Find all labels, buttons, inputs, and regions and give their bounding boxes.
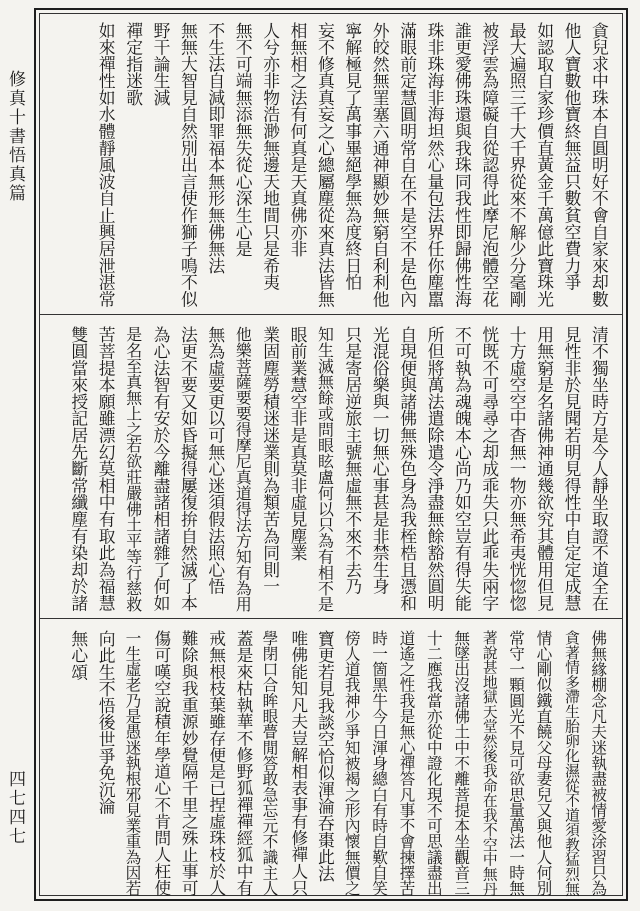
text-column: 無不可端無添無失從心深生心是 xyxy=(233,22,254,258)
page-number: 四七四七 xyxy=(5,770,25,846)
text-column: 雙圓當來授記居先斷常纖塵有染却於諸 xyxy=(68,326,89,612)
text-column: 恍既不可尋尋之却成乖失只此乖失兩字 xyxy=(479,326,500,612)
text-column: 最大遍照三千大千界從來不解少分毫剛 xyxy=(507,22,528,308)
text-column: 眼前業慧空非是真莫非虛見塵業 xyxy=(287,326,308,562)
text-column: 傷可嘆空說積年學道心不肯問人枉使 xyxy=(151,630,171,896)
text-column: 光混俗樂與一切無心事甚是非禁生身 xyxy=(370,326,391,595)
text-column: 野干論生減 xyxy=(150,22,171,106)
text-column: 外皎然無罣塞六通神顯妙無窮自利利他 xyxy=(370,22,391,308)
text-column: 被浮雲為障礙自從認得此摩尼泡體空花 xyxy=(479,22,500,308)
text-column: 如認取自家珍價直黃金千萬億此寶珠光 xyxy=(534,22,555,308)
text-column: 人兮亦非物浩渺無邊天地間只是希夷 xyxy=(260,22,281,291)
text-column: 只是寄居逆旅主號無虛無不來不去乃 xyxy=(342,326,363,595)
text-column: 著說甚地獄天堂然後我命在我不空中無丹 xyxy=(480,630,498,897)
text-column: 他人寶數他寶終無益只數貧空費力爭 xyxy=(561,22,582,291)
book-title: 修真十書悟真篇 xyxy=(5,70,25,203)
text-column: 為心法智有安於今離盡諸相諸雜了何如 xyxy=(150,326,171,612)
text-column: 所但將萬法遣除遣令淨盡無餘豁然圓明 xyxy=(424,326,445,612)
text-column: 不可執為魂魄本心尚乃如空豈有得失能 xyxy=(452,326,473,612)
text-column: 無墜出沒諸佛土中不離菩提本坐觀音三 xyxy=(452,630,472,897)
text-column: 他樂菩薩要要得摩尼真道得法方知有為用 xyxy=(233,326,253,613)
text-column: 妄不修真真妄之心總屬塵從來真法皆無 xyxy=(315,22,336,308)
section-divider xyxy=(40,314,622,315)
inner-frame xyxy=(39,13,623,896)
text-column: 無心頌 xyxy=(68,630,89,681)
text-column: 如來禪性如水體靜風波自止興居泄湛常 xyxy=(96,22,117,308)
text-column: 情心剛似鐵直饒父母妻兒又與他人何別 xyxy=(534,630,554,897)
text-column: 一生虛老乃是愚迷執根邪見業重為因若 xyxy=(123,630,143,897)
text-column: 戒無根枝葉雖存便是已捏虛珠枝於人 xyxy=(206,630,226,896)
section-divider xyxy=(40,618,622,619)
text-column: 苦菩提本願雖漂幻莫相中有取此為福慧 xyxy=(96,326,117,612)
page-frame xyxy=(34,8,628,901)
text-column: 學閉口合眸眼瞢閒答敢急忘元不識主人 xyxy=(260,630,280,897)
text-column: 唯佛能知凡夫豈解相表事有修禪人只 xyxy=(288,630,308,896)
text-column: 十二應我當亦從中證化現不可思議盡出 xyxy=(424,630,444,897)
text-column: 常守一顆圓光不見可欲思量萬法一時無 xyxy=(507,630,527,897)
text-column: 蓋是來枯執華不修野狐禪禪經狐中有 xyxy=(234,630,254,896)
text-column: 自現便與諸佛無殊色身為我桎梏且憑和 xyxy=(397,326,418,612)
text-column: 珠非珠海非海坦然心量包法界任你塵嚚 xyxy=(424,22,445,308)
text-column: 道遙之性我是無心禪答凡事不會揀擇苦 xyxy=(397,630,417,897)
text-column: 滿眼前定慧圓明常自在不是空不是色內 xyxy=(397,22,418,308)
text-column: 十方虛空空中杳無一物亦無希夷恍惚惚 xyxy=(507,326,528,612)
text-column: 清不獨坐時方是今人靜坐取證不道全在 xyxy=(589,326,610,612)
text-column: 是名至真無上之若欲莊嚴佛土平等行慈救 xyxy=(123,326,143,613)
text-column: 無為虛要更以可無心迷須假法照心悟 xyxy=(205,326,226,595)
text-column: 相無相之法有何真是天真佛亦非 xyxy=(287,22,308,258)
text-column: 見性非於見聞若明見得性中自定定成慧 xyxy=(561,326,582,612)
text-column: 向此生不悟後世爭免沉淪 xyxy=(96,630,117,815)
text-column: 難除與我重源妙覺隔千里之殊止事可 xyxy=(179,630,199,896)
text-column: 知生滅無餘或問眼眩盧何以只為有相不是 xyxy=(315,326,335,613)
text-column: 寧解極見了萬事畢絕學無為度終日怕 xyxy=(342,22,363,291)
text-column: 誰更愛佛珠還與我珠同我性即歸佛性海 xyxy=(452,22,473,308)
text-column: 佛無緣棚念凡夫迷執盡被情愛涂習只為 xyxy=(589,630,609,897)
text-column: 寶更若見我談空恰似渾淪吞棗此法 xyxy=(315,630,336,882)
text-column: 禪定指迷歌 xyxy=(123,22,144,106)
text-column: 傍人道我神少爭知被褐之形內懷無價之 xyxy=(342,630,362,897)
text-column: 時一箇黑牛今日渾身總白有時自歎自笑 xyxy=(370,630,390,897)
text-column: 不生法自減即罪福本無形無佛無法 xyxy=(205,22,226,274)
text-column: 業固塵勞積迷迷業則為類苦為同則一 xyxy=(260,326,281,595)
text-column: 無無大智見自然別出言使作獅子鳴不似 xyxy=(178,22,199,308)
text-column: 用無窮是名諸佛神通幾欲究其體用但見 xyxy=(534,326,555,612)
text-column: 貪著情多滯生胎卵化濕從不道須教猛烈無 xyxy=(562,630,580,897)
text-column: 法更不要又如昏擬得屢復拚自然滅了本 xyxy=(178,326,199,612)
text-column: 貪兒求中珠本自圓明好不會自家來却數 xyxy=(589,22,610,308)
